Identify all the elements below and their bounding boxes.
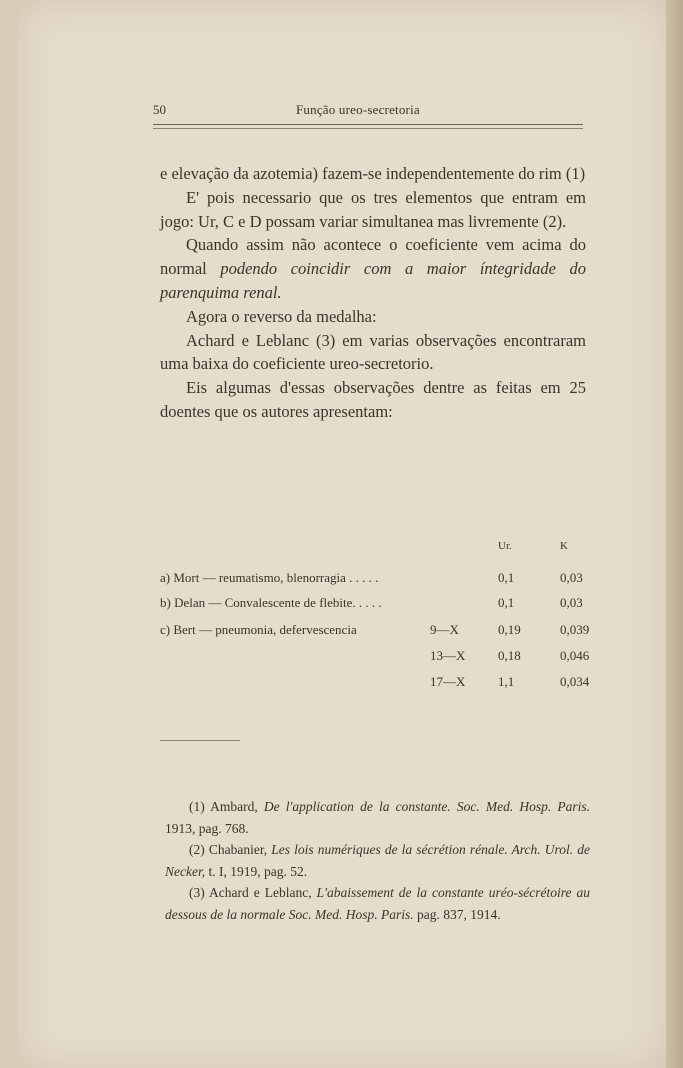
table-row — [160, 595, 600, 615]
paragraph-3-emphasis: podendo coincidir com a maior íntegridade do parenquima renal. — [160, 259, 586, 302]
paragraph-6: Eis algumas d'essas observações dentre as feitas em 25 doentes que os autores apresentam: — [160, 378, 586, 421]
ur-cell: 0,1 — [498, 595, 515, 610]
case-cell: c) Bert — pneumonia, defervescencia — [160, 622, 357, 637]
paragraph-5: Achard e Leblanc (3) em varias observações encontraram uma baixa do coeficiente ureo-secretorio. — [160, 330, 586, 374]
footnote-1-ref: 1913, pag. 768. — [165, 820, 249, 836]
header-ur: Ur. — [498, 540, 512, 552]
footnotes — [165, 796, 590, 925]
date-cell: 17—X — [430, 674, 466, 689]
date-cell: 13—X — [430, 648, 466, 663]
body-text — [160, 162, 586, 424]
footnote-2-ref: t. I, 1919, pag. 52. — [205, 863, 308, 879]
page-header — [153, 102, 583, 122]
header-k: K — [560, 540, 568, 552]
paragraph-3 — [160, 233, 586, 304]
k-cell: 0,03 — [560, 595, 583, 610]
ur-cell: 0,19 — [498, 622, 521, 637]
case-cell: b) Delan — Convalescente de flebite. . . . . — [160, 595, 382, 610]
footnote-2-text: (2) Chabanier, — [189, 842, 272, 857]
footnote-3-ref: pag. 837, 1914. — [413, 906, 501, 922]
paragraph-4: Agora o reverso da medalha: — [186, 306, 377, 326]
footnote-1-title: De l'application de la constante. Soc. Med. Hosp. Paris. — [263, 799, 591, 814]
ur-cell: 0,1 — [498, 570, 515, 585]
footnote-rule — [160, 740, 240, 741]
footnote-2 — [165, 839, 590, 882]
ur-cell: 1,1 — [498, 674, 515, 689]
footnote-1 — [165, 796, 590, 839]
k-cell: 0,039 — [560, 622, 590, 637]
footnote-1-text: (1) Ambard, — [189, 799, 264, 814]
paragraph-2: E' pois necessario que os tres elementos que entram em jogo: Ur, C e D possam variar simultanea mas livremente (2). — [160, 187, 586, 231]
date-cell: 9—X — [430, 622, 459, 637]
table-header — [160, 540, 600, 560]
ur-cell: 0,18 — [498, 648, 521, 663]
page-edge — [666, 0, 683, 1068]
footnote-2-title: Les lois numériques de la sécrétion rénale. Arch. Urol. de Necker, — [165, 842, 590, 879]
k-cell: 0,03 — [560, 570, 583, 585]
page-number: 50 — [153, 102, 166, 117]
footnote-3-text: (3) Achard e Leblanc, — [189, 885, 317, 900]
footnote-3-title: L'abaissement de la constante uréo-sécrétoire au dessous de la normale Soc. Med. Hosp. Paris. — [165, 885, 590, 922]
table-row — [160, 648, 600, 668]
k-cell: 0,034 — [560, 674, 590, 689]
table-row — [160, 622, 600, 642]
case-cell: a) Mort — reumatismo, blenorragia . . . . . — [160, 570, 379, 585]
header-rule-secondary — [153, 128, 583, 129]
header-rule — [153, 124, 583, 125]
table-row — [160, 570, 600, 590]
paragraph-3-text: Quando assim não acontece o coeficiente vem acima do normal — [160, 235, 586, 279]
footnote-3 — [165, 882, 590, 925]
running-title: Função ureo-secretoria — [296, 102, 420, 117]
paragraph-1: e elevação da azotemia) fazem-se independentemente do rim (1) — [160, 164, 586, 183]
table-row — [160, 674, 600, 694]
k-cell: 0,046 — [560, 648, 590, 663]
